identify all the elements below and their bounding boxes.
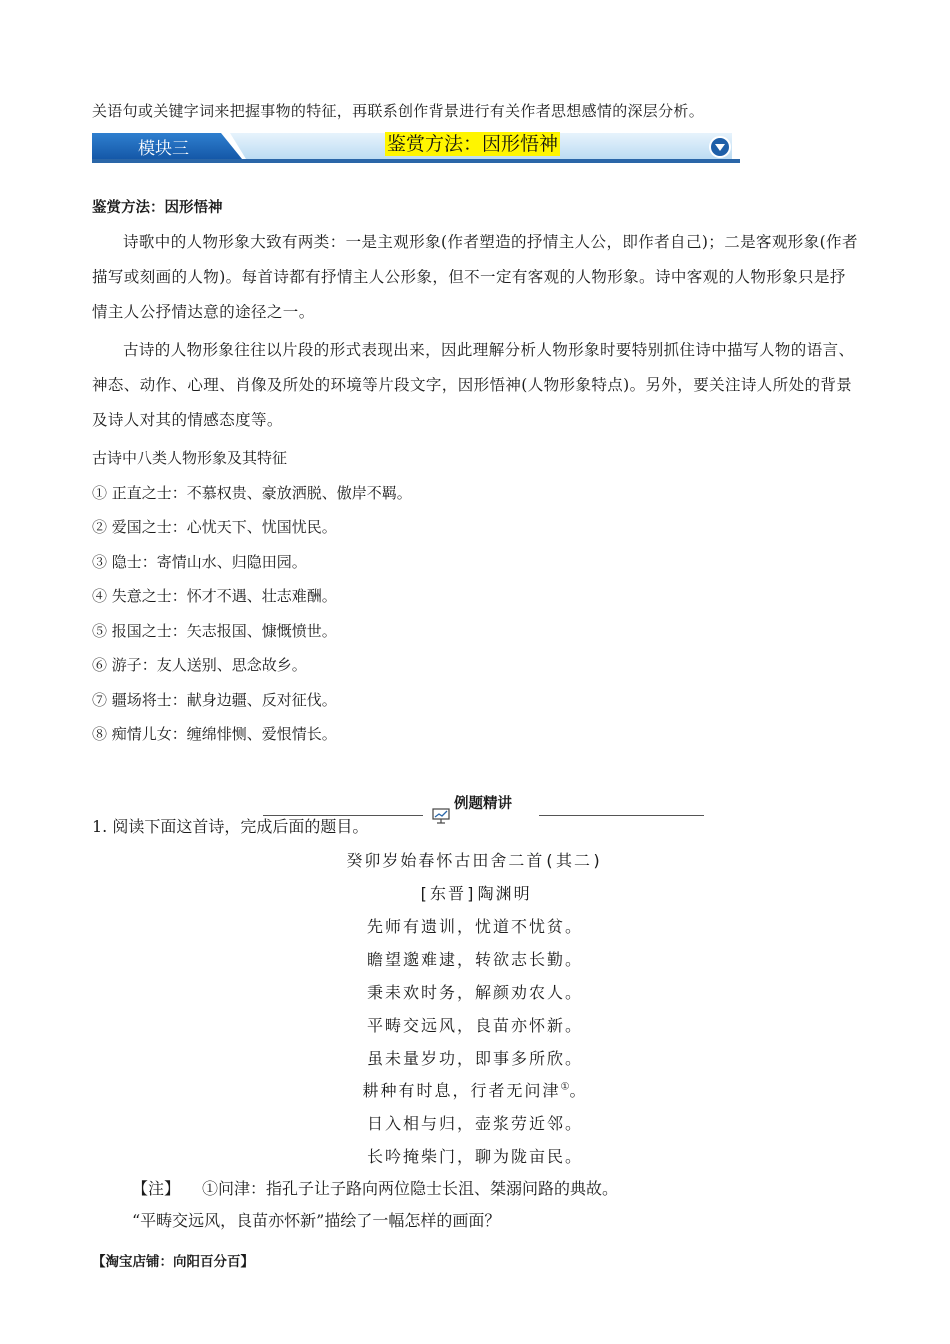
paragraph-2: 古诗的人物形象往往以片段的形式表现出来，因此理解分析人物形象时要特别抓住诗中描写人物的语言、神态、动作、心理、肖像及所处的环境等片段文字，因形悟神(人物形象特点)。另外，要关注诗人所处的背景及诗人对其的情感态度等。 xyxy=(92,341,855,429)
type-item: ① 正直之士：不慕权贵、豪放洒脱、傲岸不羁。 xyxy=(92,484,412,502)
poem-line: 耕种有时息，行者无问津 xyxy=(362,1081,561,1100)
type-item: ② 爱国之士：心忧天下、忧国忧民。 xyxy=(92,518,337,536)
chevron-down-circle-icon[interactable] xyxy=(709,136,731,158)
question-prompt: 1. 阅读下面这首诗，完成后面的题目。 xyxy=(92,817,369,836)
type-item: ④ 失意之士：怀才不遇、壮志难酬。 xyxy=(92,587,337,605)
module-banner xyxy=(92,131,740,163)
type-item: ③ 隐士：寄情山水、归隐田园。 xyxy=(92,553,307,571)
footnote xyxy=(132,1176,618,1199)
poem-author: [东晋]陶渊明 xyxy=(418,884,532,903)
module-banner-underline xyxy=(92,159,740,163)
footer-shop: 【淘宝店铺：向阳百分百】 xyxy=(92,1254,254,1270)
intro-line: 关语句或关键字词来把握事物的特征，再联系创作背景进行有关作者思想感情的深层分析。 xyxy=(92,102,705,120)
type-item: ⑥ 游子：友人送别、思念故乡。 xyxy=(92,656,307,674)
type-item: ⑤ 报国之士：矢志报国、慷慨愤世。 xyxy=(92,622,337,640)
poem-line: 日入相与归，壶浆劳近邻。 xyxy=(366,1114,583,1133)
presentation-chart-icon xyxy=(432,808,450,824)
note-label: 【注】 xyxy=(132,1179,181,1198)
poem-title: 癸卯岁始春怀古田舍二首(其二) xyxy=(346,851,604,870)
poem-line-punctuation: 。 xyxy=(569,1081,588,1100)
module-title: 鉴赏方法：因形悟神 xyxy=(387,133,559,155)
types-title: 古诗中八类人物形象及其特征 xyxy=(92,449,288,467)
poem-line: 先师有遗训，忧道不忧贫。 xyxy=(366,917,583,936)
example-section-title: 例题精讲 xyxy=(454,796,512,812)
type-item: ⑦ 疆场将士：献身边疆、反对征伐。 xyxy=(92,691,337,709)
footnote-mark: ① xyxy=(560,1081,570,1093)
sub-question: “平畴交远风，良苗亦怀新”描绘了一幅怎样的画面？ xyxy=(132,1211,501,1230)
note-text: ①问津：指孔子让子路向两位隐士长沮、桀溺问路的典故。 xyxy=(202,1179,619,1198)
module-label: 模块三 xyxy=(138,139,189,159)
poem-line-footnoted xyxy=(0,1078,950,1101)
example-rule-right xyxy=(539,815,704,816)
poem-line: 虽未量岁功，即事多所欣。 xyxy=(366,1049,583,1068)
poem-line: 长吟掩柴门，聊为陇亩民。 xyxy=(366,1147,583,1166)
poem-line: 平畴交远风，良苗亦怀新。 xyxy=(366,1016,583,1035)
section-heading: 鉴赏方法：因形悟神 xyxy=(92,200,223,216)
poem-line: 瞻望邈难逮，转欲志长勤。 xyxy=(366,950,583,969)
poem-line: 秉耒欢时务，解颜劝农人。 xyxy=(366,983,583,1002)
paragraph-1: 诗歌中的人物形象大致有两类：一是主观形象(作者塑造的抒情主人公，即作者自己)；二是客观形象(作者描写或刻画的人物)。每首诗都有抒情主人公形象，但不一定有客观的人物形象。诗中客观的人物形象只是抒情主人公抒情达意的途径之一。 xyxy=(92,233,858,321)
type-item: ⑧ 痴情儿女：缠绵悱恻、爱恨情长。 xyxy=(92,725,337,743)
